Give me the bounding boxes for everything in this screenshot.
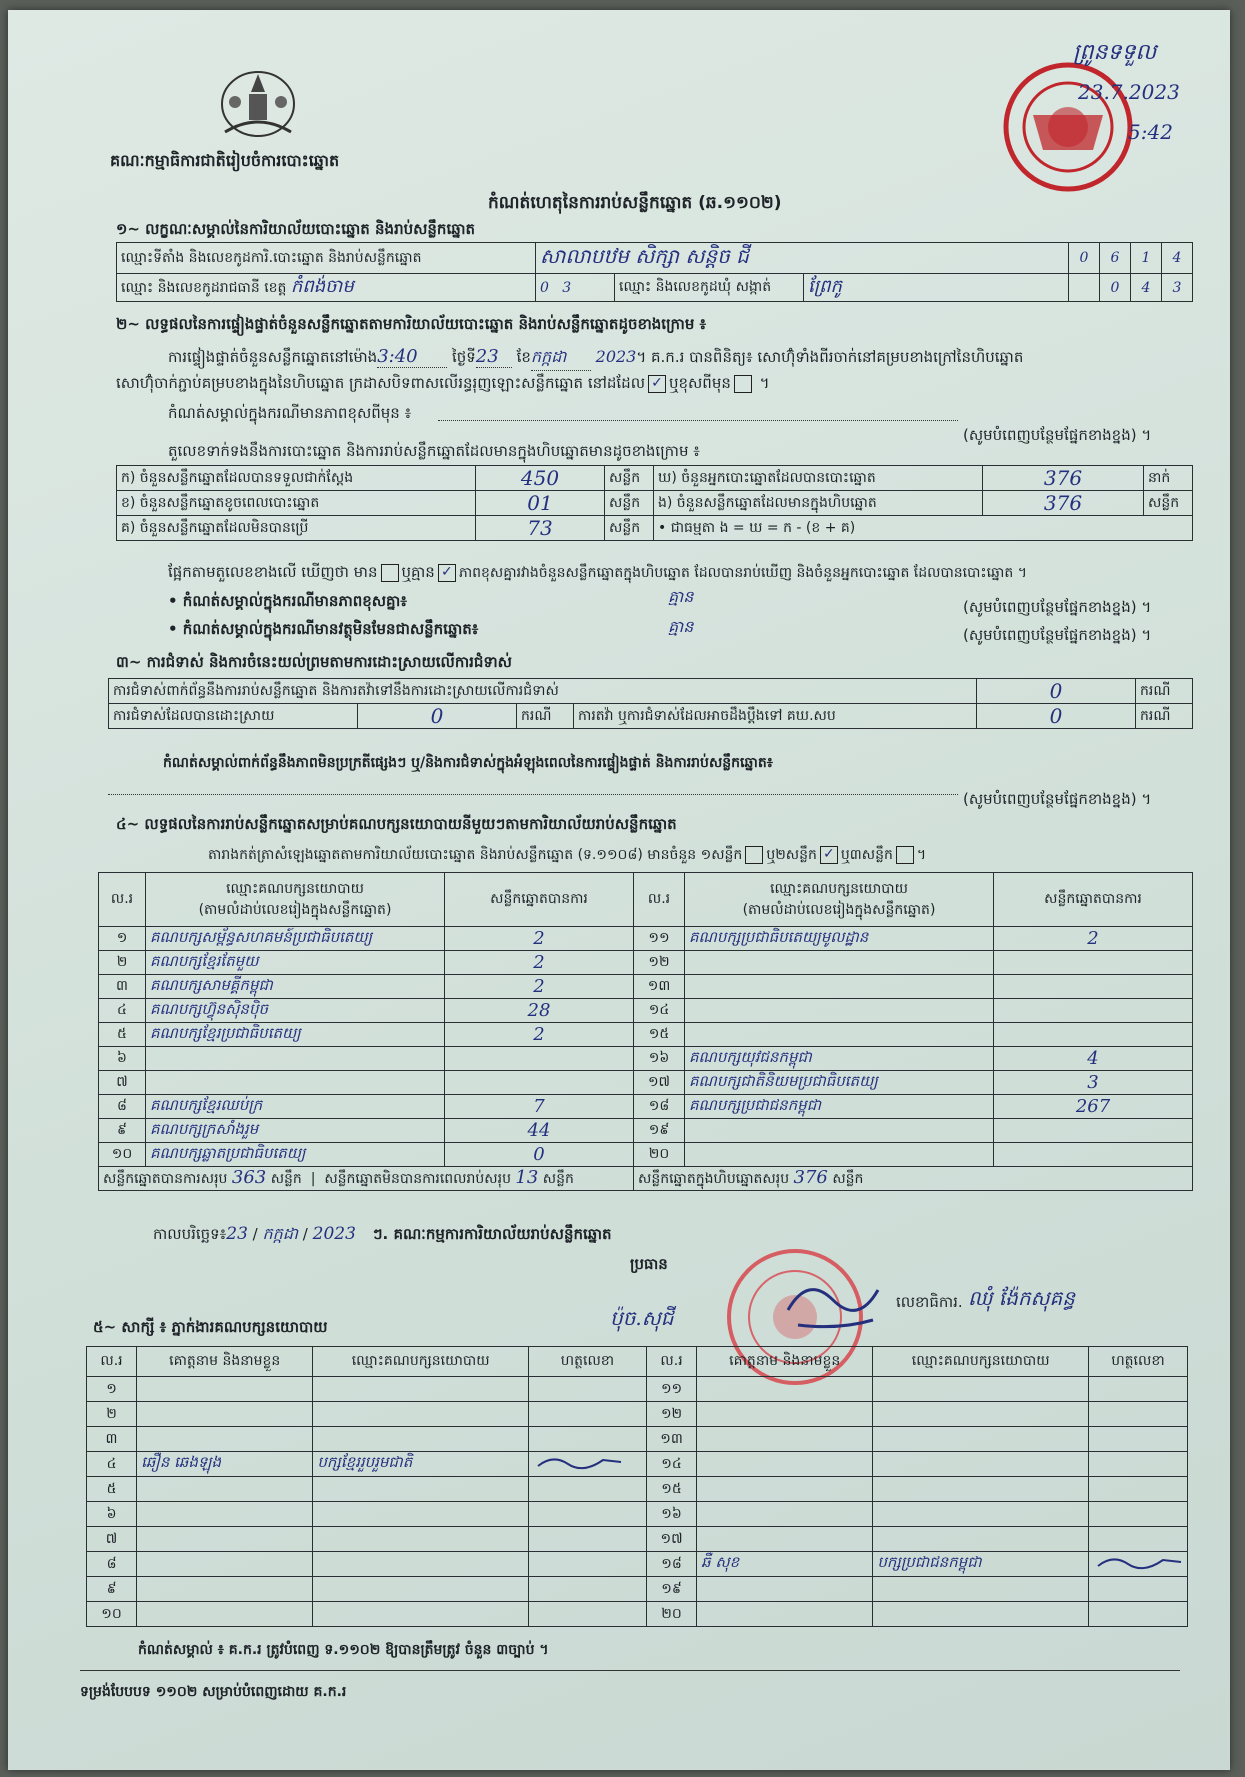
witness-party <box>313 1527 529 1552</box>
party-name <box>685 1119 994 1143</box>
received-ballots-label: ក) ចំនួនសន្លឹកឆ្នោតដែលបានទទួលជាក់ស្តែង <box>117 466 476 491</box>
witness-party <box>313 1427 529 1452</box>
party-no: ១៩ <box>634 1119 685 1143</box>
witness-signature <box>528 1602 646 1627</box>
witness-party <box>313 1502 529 1527</box>
commune-code-3: 3 <box>1162 274 1193 302</box>
party-name <box>685 1023 994 1047</box>
province-label: ឈ្មោះ និងលេខកូដរាជធានី ខេត្ត កំពង់ចាម <box>117 274 536 302</box>
party-votes <box>994 1143 1193 1167</box>
witness-name <box>137 1602 313 1627</box>
table-row <box>87 1477 1188 1502</box>
table-row <box>99 1023 1193 1047</box>
party-votes: 2 <box>994 927 1193 951</box>
spoiled-ballots-label: ខ) ចំនួនសន្លឹកឆ្នោតខូចពេលបោះឆ្នោត <box>117 491 476 516</box>
has-difference-checkbox[interactable] <box>381 564 399 582</box>
commune-code-1: 0 <box>1100 274 1131 302</box>
party-no: ១៣ <box>634 975 685 999</box>
table-row <box>99 951 1193 975</box>
count-committee-label: ៗ. គណៈកម្មការការិយាល័យរាប់សន្លឹកឆ្នោត <box>372 1225 612 1243</box>
party-votes <box>994 1119 1193 1143</box>
chair-label: ប្រធាន <box>630 1255 668 1273</box>
party-name <box>685 951 994 975</box>
col-witness-name: គោត្តនាម និងនាមខ្លួន <box>697 1347 873 1377</box>
witness-table <box>86 1346 1188 1627</box>
location-code-3: 1 <box>1131 243 1162 274</box>
chair-signature-icon <box>778 1270 888 1340</box>
verification-line: ការផ្ទៀងផ្ទាត់ចំនួនសន្លឹកឆ្នោតនៅម៉ោង3:40 ថ្ងៃទី23 ខែកក្កដា 2023។ គ.ក.រ បានពិនិត្យ៖ សោហ៊ុំទាំងពីរចាក់នៅគម្របខាងក្រៅនៃហិបឆ្នោត <box>168 346 1023 371</box>
table-row <box>99 1071 1193 1095</box>
fill-back-note-2: (សូមបំពេញបន្ថែមផ្នែកខាងខ្នង) ។ <box>963 598 1152 616</box>
foreign-object-note-value: គ្មាន <box>668 617 694 636</box>
final-note: កំណត់សម្គាល់ ៖ គ.ក.រ ត្រូវបំពេញ ទ.១១០២ ឱ្យបានត្រឹមត្រូវ ចំនួន ៣ច្បាប់ ។ <box>138 1642 549 1658</box>
one-sheet-checkbox[interactable] <box>745 846 763 864</box>
seal-check-line: សោហ៊ុំចាក់ភ្ជាប់គម្របខាងក្នុងនៃហិបឆ្នោត ក្រដាសបិទពាសលើរន្ធរុញឡោះសន្លឹកឆ្នោត នៅដដែល ✓ ឬខុសពីមុន ។ <box>116 374 770 392</box>
table-row <box>87 1577 1188 1602</box>
commune-code-2: 4 <box>1131 274 1162 302</box>
table-row <box>99 1047 1193 1071</box>
party-votes: 267 <box>994 1095 1193 1119</box>
witness-name: ឆឺ សុខ <box>697 1552 873 1577</box>
resolved-objections-label: ការជំទាស់ដែលបានដោះស្រាយ <box>109 704 358 729</box>
witness-signature <box>528 1552 646 1577</box>
witness-signature <box>528 1502 646 1527</box>
table-row <box>99 1143 1193 1167</box>
section1-table <box>116 242 1193 302</box>
witness-no: ៤ <box>87 1452 137 1477</box>
witness-no: ១៧ <box>647 1527 697 1552</box>
witness-party <box>313 1602 529 1627</box>
witness-name <box>137 1477 313 1502</box>
section4-title: ៤~ លទ្ធផលនៃការរាប់សន្លឹកឆ្នោតសម្រាប់គណបក្សនយោបាយនីមួយៗតាមការិយាល័យរាប់សន្លឹកឆ្នោត <box>116 815 677 833</box>
appeals-value: 0 <box>977 704 1136 729</box>
party-no: ១៧ <box>634 1071 685 1095</box>
date-line: កាលបរិច្ឆេទ៖23 / កក្កដា / 2023 ៗ. គណៈកម្មការការិយាល័យរាប់សន្លឹកឆ្នោត <box>153 1224 612 1244</box>
witness-party <box>313 1377 529 1402</box>
witness-name <box>697 1602 873 1627</box>
col-no: ល.រ <box>634 873 685 927</box>
witness-signature <box>528 1577 646 1602</box>
location-label: ឈ្មោះទីតាំង និងលេខកូដការិ.បោះឆ្នោត និងរាប់សន្លឹកឆ្នោត <box>117 243 536 274</box>
changed-checkbox[interactable] <box>734 375 752 393</box>
location-code-2: 6 <box>1100 243 1131 274</box>
col-witness-party: ឈ្មោះគណបក្សនយោបាយ <box>873 1347 1089 1377</box>
fill-back-note-4: (សូមបំពេញបន្ថែមផ្នែកខាងខ្នង) ។ <box>963 790 1152 808</box>
location-code-4: 4 <box>1162 243 1193 274</box>
party-votes <box>994 951 1193 975</box>
discrepancy-note-label: • កំណត់សម្គាល់ក្នុងករណីមានភាពខុសគ្នា៖ <box>168 592 407 610</box>
witness-signature <box>1089 1602 1188 1627</box>
party-votes: 2 <box>445 975 634 999</box>
party-no: ៨ <box>99 1095 146 1119</box>
verification-day: 23 <box>476 346 512 368</box>
party-name: គណបក្សហ៊្វុនស៊ិនប៉ិច <box>146 999 445 1023</box>
party-votes: 28 <box>445 999 634 1023</box>
unit: សន្លឹក <box>605 516 654 541</box>
valid-total: សន្លឹកឆ្នោតបានការសរុប 363 សន្លឹក | សន្លឹកឆ្នោតមិនបានការពេលរាប់សរុប 13 សន្លឹក <box>99 1167 634 1191</box>
ballot-figures-table <box>116 465 1193 541</box>
section2-title: ២~ លទ្ធផលនៃការផ្ទៀងផ្ទាត់ចំនួនសន្លឹកឆ្នោតតាមការិយាល័យបោះឆ្នោត និងរាប់សន្លឹកឆ្នោតដូចខាងក្រោម ៖ <box>116 315 707 333</box>
province-value: កំពង់ចាម <box>290 276 354 297</box>
invalid-total-value: 13 <box>515 1167 539 1188</box>
appeals-label: ការតវ៉ា ឬការជំទាស់ដែលអាចដឹងប្តឹងទៅ គឃ.សប <box>574 704 977 729</box>
witness-no: ៩ <box>87 1577 137 1602</box>
party-name: គណបក្សខ្មែរប្រជាធិបតេយ្យ <box>146 1023 445 1047</box>
witness-party <box>873 1527 1089 1552</box>
stamp-time: 5:42 <box>1128 120 1173 144</box>
witness-party <box>313 1552 529 1577</box>
received-ballots-value: 450 <box>476 466 605 491</box>
witness-name <box>137 1402 313 1427</box>
col-party: ឈ្មោះគណបក្សនយោបាយ (តាមលំដាប់លេខរៀងក្នុងសន្លឹកឆ្នោត) <box>146 873 445 927</box>
witness-signature <box>528 1452 646 1477</box>
commune-label: ឈ្មោះ និងលេខកូដឃុំ សង្កាត់ <box>615 274 804 302</box>
witness-no: ១៣ <box>647 1427 697 1452</box>
witness-signature <box>1089 1577 1188 1602</box>
unused-ballots-value: 73 <box>476 516 605 541</box>
party-votes: 7 <box>445 1095 634 1119</box>
witness-no: ១៥ <box>647 1477 697 1502</box>
section5-title: ៥~ សាក្សី ៖ ភ្នាក់ងារគណបក្សនយោបាយ <box>93 1318 328 1336</box>
witness-party: បក្សខ្មែររួបរួមជាតិ <box>313 1452 529 1477</box>
unit: ករណី <box>1136 704 1193 729</box>
party-no: ៦ <box>99 1047 146 1071</box>
party-name: គណបក្សសម្ព័ន្ធសហគមន៍ប្រជាធិបតេយ្យ <box>146 927 445 951</box>
unit: ករណី <box>517 704 574 729</box>
witness-name: ឆឿន ឆេងឡុង <box>137 1452 313 1477</box>
witness-party <box>313 1577 529 1602</box>
signature-icon <box>533 1452 623 1472</box>
witness-signature <box>1089 1377 1188 1402</box>
party-name: គណបក្សជាតិនិយមប្រជាធិបតេយ្យ <box>685 1071 994 1095</box>
witness-name <box>137 1427 313 1452</box>
witness-no: ១ <box>87 1377 137 1402</box>
witness-name <box>697 1377 873 1402</box>
party-votes <box>994 999 1193 1023</box>
witness-no: ២ <box>87 1402 137 1427</box>
party-no: ៩ <box>99 1119 146 1143</box>
party-no: ១៨ <box>634 1095 685 1119</box>
date-day: 23 <box>226 1224 248 1244</box>
discrepancy-line: ផ្អែកតាមតួលេខខាងលើ ឃើញថា មាន ឬគ្មាន ✓ ភាពខុសគ្នារវាងចំនួនសន្លឹកឆ្នោតក្នុងហិបឆ្នោត ដែលបានរាប់ឃើញ និងចំនួនអ្នកបោះឆ្នោត ដែលបានបោះឆ្នោត ។ <box>168 563 1027 581</box>
witness-party <box>873 1502 1089 1527</box>
witness-no: ១០ <box>87 1602 137 1627</box>
witness-party <box>873 1377 1089 1402</box>
witness-name <box>697 1502 873 1527</box>
witness-signature <box>528 1402 646 1427</box>
witness-signature <box>1089 1452 1188 1477</box>
party-name: គណបក្សខ្មែរឈប់ក្រ <box>146 1095 445 1119</box>
province-code-1: 0 <box>540 279 549 296</box>
witness-party <box>873 1402 1089 1427</box>
witness-no: ៦ <box>87 1502 137 1527</box>
witness-no: ១៦ <box>647 1502 697 1527</box>
party-name: គណបក្សយុវជនកម្ពុជា <box>685 1047 994 1071</box>
party-votes: 2 <box>445 1023 634 1047</box>
party-no: ១ <box>99 927 146 951</box>
form-title: កំណត់ហេតុនៃការរាប់សន្លឹកឆ្នោត (ឆ.១១០២) <box>488 193 782 213</box>
ballots-in-box-value: 376 <box>983 491 1144 516</box>
irregularity-note-label: កំណត់សម្គាល់ពាក់ព័ន្ធនឹងភាពមិនប្រក្រតីផ្សេងៗ ឬ/និងការជំទាស់ក្នុងអំឡុងពេលនៃការផ្ទៀងផ្ទាត់ និងការរាប់សន្លឹកឆ្នោត៖ <box>163 755 773 771</box>
unused-ballots-label: គ) ចំនួនសន្លឹកឆ្នោតដែលមិនបានប្រើ <box>117 516 476 541</box>
party-votes: 3 <box>994 1071 1193 1095</box>
ballots-in-box-label: ង) ចំនួនសន្លឹកឆ្នោតដែលមានក្នុងហិបឆ្នោត <box>654 491 983 516</box>
section1-title: ១~ លក្ខណៈសម្គាល់នៃការិយាល័យបោះឆ្នោត និងរាប់សន្លឹកឆ្នោត <box>116 220 476 238</box>
document-page <box>8 10 1230 1770</box>
witness-name <box>697 1427 873 1452</box>
party-name <box>685 975 994 999</box>
national-emblem-icon <box>213 62 303 142</box>
witness-name <box>697 1477 873 1502</box>
party-name <box>685 1143 994 1167</box>
verification-month: កក្កដា <box>531 346 591 371</box>
fill-back-note-3: (សូមបំពេញបន្ថែមផ្នែកខាងខ្នង) ។ <box>963 626 1152 644</box>
verification-time: 3:40 <box>377 346 447 368</box>
col-witness-party: ឈ្មោះគណបក្សនយោបាយ <box>313 1347 529 1377</box>
committee-name: គណៈកម្មាធិការជាតិរៀបចំការបោះឆ្នោត <box>110 151 340 170</box>
two-sheet-checkbox[interactable]: ✓ <box>820 846 838 864</box>
party-no: ២ <box>99 951 146 975</box>
witness-no: ៥ <box>87 1477 137 1502</box>
box-total-value: 376 <box>793 1167 828 1188</box>
witness-name <box>137 1552 313 1577</box>
foreign-object-note-label: • កំណត់សម្គាល់ក្នុងករណីមានវត្ថុមិនមែនជាសន្លឹកឆ្នោត៖ <box>168 620 479 638</box>
table-row <box>87 1527 1188 1552</box>
col-party: ឈ្មោះគណបក្សនយោបាយ (តាមលំដាប់លេខរៀងក្នុងសន្លឹកឆ្នោត) <box>685 873 994 927</box>
party-votes: 0 <box>445 1143 634 1167</box>
province-code-2: 3 <box>562 279 572 296</box>
party-votes <box>445 1047 634 1071</box>
party-no: ៥ <box>99 1023 146 1047</box>
box-total: សន្លឹកឆ្នោតក្នុងហិបឆ្នោតសរុប 376 សន្លឹក <box>634 1167 1193 1191</box>
unit: នាក់ <box>1144 466 1193 491</box>
party-votes: 4 <box>994 1047 1193 1071</box>
witness-party <box>873 1577 1089 1602</box>
party-votes <box>994 1023 1193 1047</box>
witness-no: ១២ <box>647 1402 697 1427</box>
stamp-received-text: ព្រូនទទួល <box>1073 40 1157 65</box>
witness-name <box>137 1502 313 1527</box>
witness-signature <box>1089 1402 1188 1427</box>
table-row <box>87 1452 1188 1477</box>
witness-no: ១៤ <box>647 1452 697 1477</box>
stamp-date: 23.7.2023 <box>1078 80 1180 104</box>
party-votes: 44 <box>445 1119 634 1143</box>
verification-year: 2023 <box>595 347 637 366</box>
party-name <box>146 1047 445 1071</box>
party-votes <box>994 975 1193 999</box>
party-results-table <box>98 872 1193 1191</box>
table-row <box>87 1502 1188 1527</box>
witness-no: ១៩ <box>647 1577 697 1602</box>
formula-note: • ជាធម្មតា ង = ឃ = ក - (ខ + គ) <box>654 516 1193 541</box>
voters-label: ឃ) ចំនួនអ្នកបោះឆ្នោតដែលបានបោះឆ្នោត <box>654 466 983 491</box>
party-no: ៤ <box>99 999 146 1023</box>
table-row <box>99 927 1193 951</box>
fill-back-note-1: (សូមបំពេញបន្ថែមផ្នែកខាងខ្នង) ។ <box>963 426 1152 444</box>
witness-name <box>137 1377 313 1402</box>
no-difference-checkbox[interactable]: ✓ <box>438 564 456 582</box>
witness-party <box>873 1452 1089 1477</box>
witness-name <box>697 1402 873 1427</box>
party-name: គណបក្សក្រសាំងរួម <box>146 1119 445 1143</box>
form-footer: ទម្រង់បែបបទ ១១០២ សម្រាប់បំពេញដោយ គ.ក.រ <box>80 1684 347 1700</box>
date-year: 2023 <box>312 1224 356 1244</box>
party-no: ១១ <box>634 927 685 951</box>
col-witness-name: គោត្តនាម និងនាមខ្លួន <box>137 1347 313 1377</box>
party-no: ១២ <box>634 951 685 975</box>
table-row <box>87 1377 1188 1402</box>
witness-name <box>697 1452 873 1477</box>
party-name: គណបក្សឆ្លាតប្រជាធិបតេយ្យ <box>146 1143 445 1167</box>
party-no: ១៦ <box>634 1047 685 1071</box>
witness-name <box>697 1527 873 1552</box>
party-no: ១៤ <box>634 999 685 1023</box>
witness-party <box>873 1477 1089 1502</box>
party-name: គណបក្សខ្មែរតែមួយ <box>146 951 445 975</box>
unit: ករណី <box>1136 679 1193 704</box>
witness-party: បក្សប្រជាជនកម្ពុជា <box>873 1552 1089 1577</box>
witness-party <box>313 1402 529 1427</box>
col-votes: សន្លឹកឆ្នោតបានការ <box>445 873 634 927</box>
witness-signature <box>1089 1552 1188 1577</box>
witness-no: ៨ <box>87 1552 137 1577</box>
witness-no: ១១ <box>647 1377 697 1402</box>
witness-no: ៧ <box>87 1527 137 1552</box>
objections-table <box>108 678 1193 729</box>
party-no: ២០ <box>634 1143 685 1167</box>
witness-name <box>137 1577 313 1602</box>
unit: សន្លឹក <box>605 491 654 516</box>
secretary-label: លេខាធិការ. <box>896 1293 963 1311</box>
spoiled-ballots-value: 01 <box>476 491 605 516</box>
witness-signature <box>1089 1527 1188 1552</box>
col-votes: សន្លឹកឆ្នោតបានការ <box>994 873 1193 927</box>
footer-divider <box>80 1670 1180 1671</box>
discrepancy-note-value: គ្មាន <box>668 587 694 606</box>
col-signature: ហត្ថលេខា <box>528 1347 646 1377</box>
table-row <box>87 1552 1188 1577</box>
table-row <box>99 1119 1193 1143</box>
party-no: ១៥ <box>634 1023 685 1047</box>
voters-value: 376 <box>983 466 1144 491</box>
witness-party <box>873 1602 1089 1627</box>
difference-note-line <box>438 420 958 421</box>
party-votes: 2 <box>445 927 634 951</box>
witness-party <box>873 1427 1089 1452</box>
party-name: គណបក្សសាមគ្គីកម្ពុជា <box>146 975 445 999</box>
party-name <box>685 999 994 1023</box>
witness-signature <box>1089 1477 1188 1502</box>
witness-signature <box>528 1527 646 1552</box>
party-name <box>146 1071 445 1095</box>
table-row <box>87 1427 1188 1452</box>
ballot-figures-intro: តួលេខទាក់ទងនឹងការបោះឆ្នោត និងការរាប់សន្លឹកឆ្នោតដែលមានក្នុងហិបឆ្នោតមានដូចខាងក្រោម ៖ <box>168 442 700 460</box>
party-votes: 2 <box>445 951 634 975</box>
unit: សន្លឹក <box>605 466 654 491</box>
witness-signature <box>528 1477 646 1502</box>
party-no: ១០ <box>99 1143 146 1167</box>
irregularity-note-line <box>108 794 958 795</box>
witness-party <box>313 1477 529 1502</box>
party-name: គណបក្សប្រជាធិបតេយ្យមូលដ្ឋាន <box>685 927 994 951</box>
unit: សន្លឹក <box>1144 491 1193 516</box>
table-row <box>87 1402 1188 1427</box>
witness-signature <box>1089 1502 1188 1527</box>
signature-icon <box>1093 1552 1183 1572</box>
table-row <box>99 999 1193 1023</box>
party-votes <box>445 1071 634 1095</box>
section3-title: ៣~ ការជំទាស់ និងការចំនេះយល់ព្រមតាមការដោះស្រាយលើការជំទាស់ <box>116 653 512 671</box>
witness-signature <box>1089 1427 1188 1452</box>
table-row <box>99 975 1193 999</box>
table-row <box>87 1602 1188 1627</box>
unchanged-checkbox[interactable]: ✓ <box>648 375 666 393</box>
chair-name: ប៉ុច.សុជី <box>610 1306 674 1330</box>
witness-no: ២០ <box>647 1602 697 1627</box>
commune-value: ព្រែកូ <box>804 274 1069 302</box>
objections-value: 0 <box>977 679 1136 704</box>
date-month: កក្កដា <box>262 1224 299 1243</box>
col-no: ល.រ <box>647 1347 697 1377</box>
secretary-name: ឈុំ ង៉ែកសុគន្ធ <box>968 1286 1075 1310</box>
table-row <box>99 1095 1193 1119</box>
difference-note-label: កំណត់សម្គាល់ក្នុងករណីមានភាពខុសពីមុន ៖ <box>168 404 412 422</box>
resolved-objections-value: 0 <box>358 704 517 729</box>
tally-sheet-line: តារាងកត់ត្រាសំឡេងឆ្នោតតាមការិយាល័យបោះឆ្នោត និងរាប់សន្លឹកឆ្នោត (ទ.១១០៨) មានចំនួន ១សន្លឹក ឬ២សន្លឹក ✓ ឬ៣សន្លឹក ។ <box>208 846 927 863</box>
valid-total-value: 363 <box>231 1167 267 1188</box>
party-name: គណបក្សប្រជាជនកម្ពុជា <box>685 1095 994 1119</box>
col-no: ល.រ <box>87 1347 137 1377</box>
col-no: ល.រ <box>99 873 146 927</box>
witness-name <box>137 1527 313 1552</box>
witness-signature <box>528 1427 646 1452</box>
party-no: ៣ <box>99 975 146 999</box>
witness-signature <box>528 1377 646 1402</box>
party-no: ៧ <box>99 1071 146 1095</box>
col-signature: ហត្ថលេខា <box>1089 1347 1188 1377</box>
objections-label: ការជំទាស់ពាក់ព័ន្ធនឹងការរាប់សន្លឹកឆ្នោត និងការតវ៉ាទៅនឹងការដោះស្រាយលើការជំទាស់ <box>109 679 977 704</box>
witness-name <box>697 1577 873 1602</box>
three-sheet-checkbox[interactable] <box>896 846 914 864</box>
location-code-1: 0 <box>1069 243 1100 274</box>
witness-no: ១៨ <box>647 1552 697 1577</box>
location-value: សាលាបឋម សិក្សា សន្តិច ជី <box>536 243 1069 274</box>
witness-no: ៣ <box>87 1427 137 1452</box>
